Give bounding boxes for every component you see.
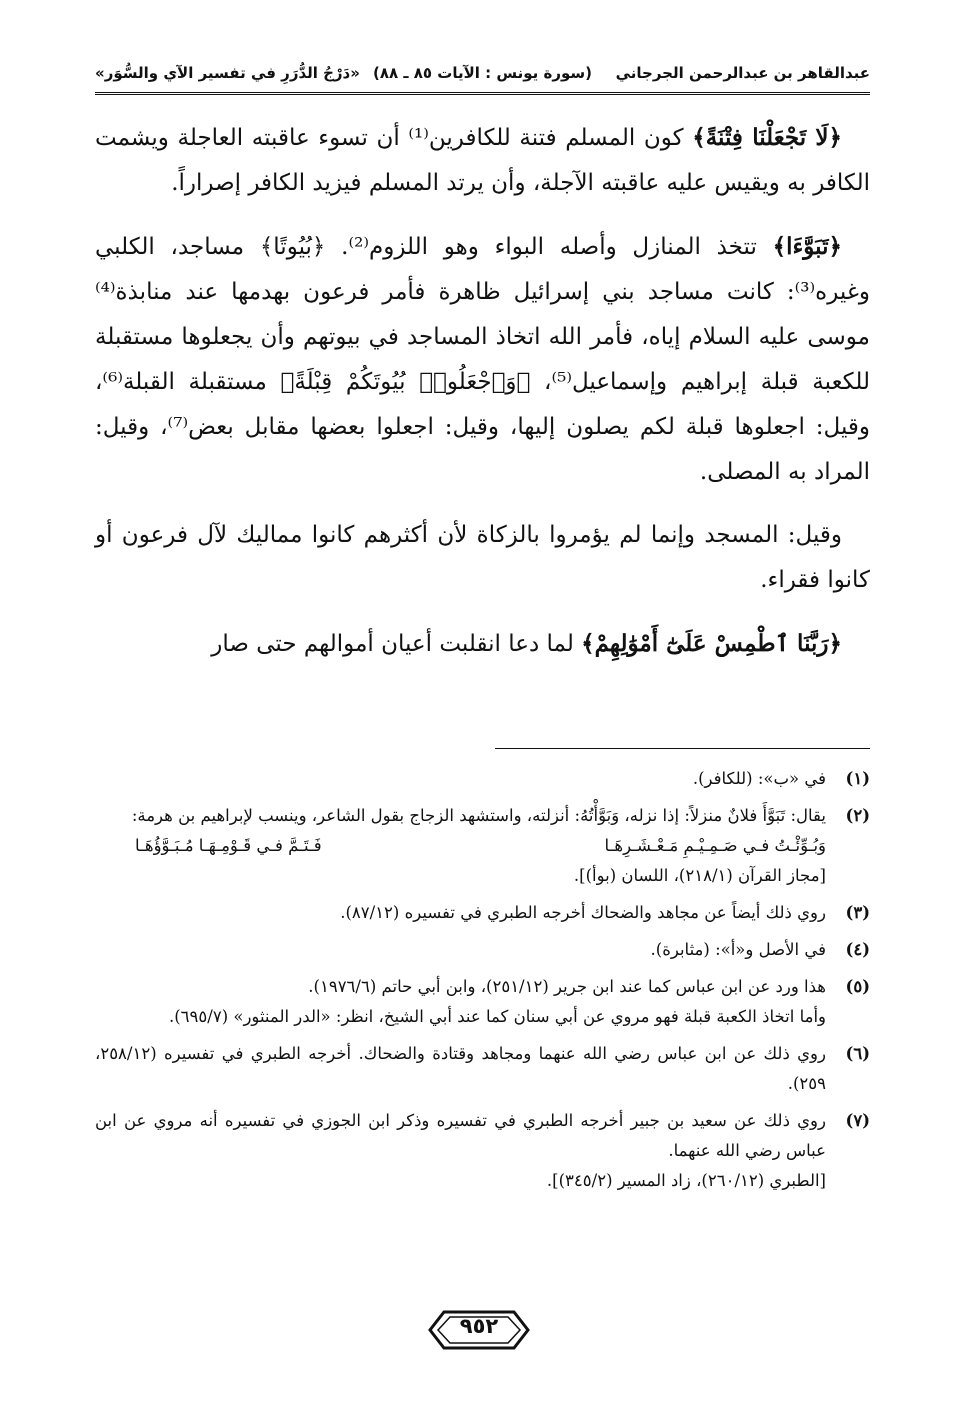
- page-number: ٩٥٢: [459, 1314, 499, 1338]
- paragraph-2: [95, 224, 870, 495]
- footnote-text: يقال: تَبَوَّأَ فلانٌ منزلاً: إذا نزله، وَبَوَّأْتُهُ: أنزلته، واستشهد الزجاج بقول الشاعر، وينسب لإبراهيم بن هرمة:: [131, 806, 826, 825]
- verse-first-hemistich: وَبُـوِّئْـتُ فـي صَـمِـيْـمِ مَـعْـشَـرِهَـا: [604, 836, 826, 855]
- footnote-number: (١): [845, 769, 870, 788]
- quran-quote: ﴿رَبَّنَا ٱطْمِسْ عَلَىٰٓ أَمْوَٰلِهِمْ﴾: [581, 630, 842, 657]
- main-text: [95, 115, 870, 685]
- paragraph-4: [95, 621, 870, 667]
- footnote-text: في الأصل و«أ»: (مثابرة).: [650, 940, 826, 959]
- page-number-ornament: [424, 1306, 534, 1354]
- footnote-2: [95, 801, 870, 891]
- footnote-text: روي ذلك عن ابن عباس رضي الله عنهما ومجاهد وقتادة والضحاك. أخرجه الطبري في تفسيره (٢٥٨/١٢، ٢٥٩).: [95, 1044, 826, 1093]
- footnote-number: (٧): [845, 1111, 870, 1130]
- paragraph-1: [95, 115, 870, 206]
- footnote-6: [95, 1039, 870, 1099]
- header-divider: [95, 92, 870, 95]
- footnote-3: [95, 898, 870, 928]
- footnote-number: (٣): [845, 903, 870, 922]
- footnote-5: [95, 972, 870, 1032]
- paragraph-text: كون المسلم فتنة للكافرين⁽¹⁾ أن تسوء عاقبته العاجلة ويشمت الكافر به ويقيس عليه عاقبته الآجلة، وأن يرتد المسلم فيزيد الكافر إصراراً.: [95, 125, 870, 196]
- footnote-number: (٥): [845, 977, 870, 996]
- verse-second-hemistich: فَـتَـمَّ فـي قَـوْمِـهَـا مُـبَـوَّؤُهَـا: [135, 836, 322, 855]
- footnote-divider: [495, 748, 870, 749]
- quran-quote: ﴿لَا تَجْعَلْنَا فِتْنَةً﴾: [692, 124, 842, 151]
- header-author: عبدالقاهر بن عبدالرحمن الجرجاني: [615, 64, 870, 82]
- footnote-text: روي ذلك عن سعيد بن جبير أخرجه الطبري في تفسيره وذكر ابن الجوزي في تفسيره أنه مروي عن ابن عباس رضي الله عنهما.: [95, 1111, 826, 1160]
- footnotes: [95, 764, 870, 1203]
- paragraph-3: [95, 513, 870, 603]
- footnote-number: (٦): [845, 1044, 870, 1063]
- footnote-1: [95, 764, 870, 794]
- footnote-text: وأما اتخاذ الكعبة قبلة فهو مروي عن أبي سنان كما عند أبي الشيخ، انظر: «الدر المنثور» (٦٩٥/٧).: [168, 1007, 826, 1026]
- paragraph-text: لما دعا انقلبت أعيان أموالهم حتى صار: [211, 631, 582, 657]
- footnote-4: [95, 935, 870, 965]
- header-surah-range: (سورة يونس : الآيات ٨٥ ـ ٨٨): [373, 64, 592, 82]
- footnote-number: (٢): [845, 806, 870, 825]
- footnote-text: في «ب»: (للكافر).: [692, 769, 826, 788]
- footnote-number: (٤): [845, 940, 870, 959]
- quran-quote: ﴿تَبَوَّءَا﴾: [772, 233, 842, 260]
- header-book-title: «دَرْجُ الدُّرَرِ في تفسير الآي والسُّوَر»: [95, 64, 360, 82]
- paragraph-text: وقيل: المسجد وإنما لم يؤمروا بالزكاة لأن أكثرهم كانوا مماليك لآل فرعون أو كانوا فقراء.: [95, 522, 870, 593]
- footnote-7: [95, 1106, 870, 1196]
- footnote-citation: [مجاز القرآن (٢١٨/١)، اللسان (بوأ)].: [573, 866, 826, 885]
- footnote-text: روي ذلك أيضاً عن مجاهد والضحاك أخرجه الطبري في تفسيره (٨٧/١٢).: [340, 903, 826, 922]
- footnote-text: هذا ورد عن ابن عباس كما عند ابن جرير (٢٥١/١٢)، وابن أبي حاتم (١٩٧٦/٦).: [308, 977, 826, 996]
- paragraph-text: تتخذ المنازل وأصله البواء وهو اللزوم⁽²⁾. ﴿بُيُوتًا﴾ مساجد، الكلبي وغيره⁽³⁾: كانت مساجد بني إسرائيل ظاهرة فأمر فرعون بهدمها عند منابذة⁽⁴⁾ موسى عليه السلام إياه، فأمر الله اتخاذ المساجد في بيوتهم وأن يجعلوها مستقبلة للكعبة قبلة إبراهيم وإسماعيل⁽⁵⁾، ﴿وَٱجْعَلُوا۟ بُيُوتَكُمْ قِبْلَةً﴾ مستقبلة القبلة⁽⁶⁾، وقيل: اجعلوها قبلة لكم يصلون إليها، وقيل: اجعلوا بعضها مقابل بعض⁽⁷⁾، وقيل: المراد به المصلى.: [95, 234, 871, 485]
- running-header: [95, 60, 870, 94]
- footnote-citation: [الطبري (٢٦٠/١٢)، زاد المسير (٣٤٥/٢)].: [546, 1171, 826, 1190]
- poetry-verse: [95, 831, 826, 861]
